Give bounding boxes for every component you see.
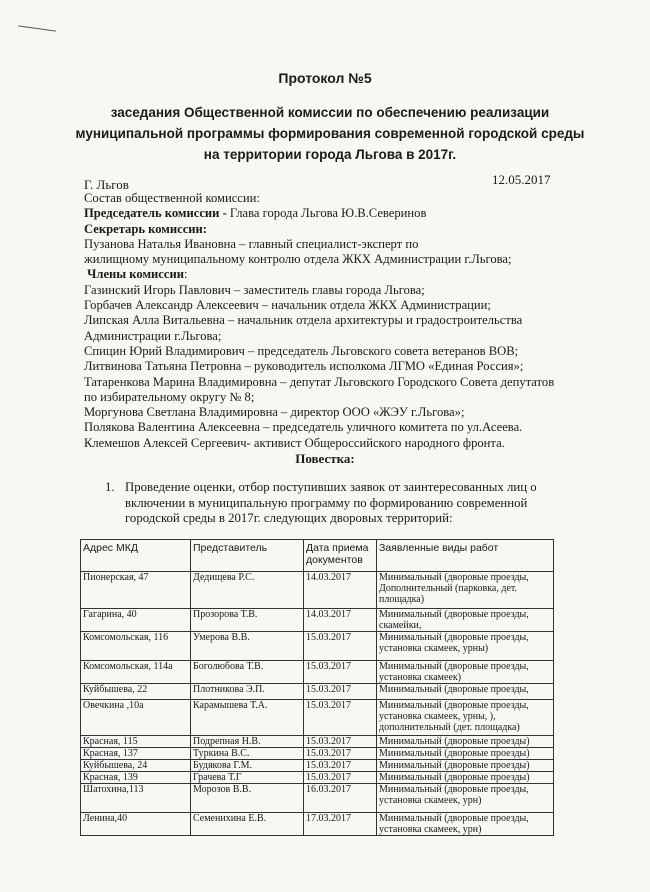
representative-cell: Будякова Г.М. [191,760,304,772]
agenda-title: Повестка: [295,451,355,466]
works-line: установка скамеек, урны) [379,643,489,654]
date-cell: 14.03.2017 [304,609,377,632]
works-cell [377,632,554,661]
date-cell: 14.03.2017 [304,572,377,609]
table-row [81,661,554,684]
works-line: установка скамеек, урн) [379,795,482,806]
header-works: Заявленные виды работ [377,540,554,572]
works-cell [377,748,554,760]
table-row [81,736,554,748]
representative-cell: Прозорова Т.В. [191,609,304,632]
member-line: Газинский Игорь Павлович – заместитель главы города Льгова; [84,282,425,297]
representative-cell: Боголюбова Т.В. [191,661,304,684]
address-cell: Шатохина,113 [81,784,191,813]
member-line: Татаренкова Марина Владимировна – депутат Льговского Городского Совета депутатов [84,374,555,389]
member-line: Спицин Юрий Владимирович – председатель Льговского совета ветеранов ВОВ; [84,343,519,358]
address-cell: Красная, 137 [81,748,191,760]
representative-cell: Подрепная Н.В. [191,736,304,748]
date-cell: 15.03.2017 [304,748,377,760]
agenda-item [105,480,555,527]
address-cell: Комсомольская, 114а [81,661,191,684]
works-line: Минимальный (дворовые проезды) [379,760,530,771]
works-cell [377,661,554,684]
works-line: Минимальный (дворовые проезды) [379,772,530,783]
works-cell [377,684,554,700]
works-line: Минимальный (дворовые проезды) [379,736,530,747]
address-cell: Овечкина ,10а [81,700,191,736]
address-cell: Красная, 115 [81,736,191,748]
protocol-title: Протокол №5 [278,70,372,86]
agenda-line: включении в муниципальную программу по формированию современной [125,495,528,510]
date-cell: 15.03.2017 [304,736,377,748]
representative-cell: Семенихина Е.В. [191,813,304,836]
table-row [81,684,554,700]
member-line: Клемешов Алексей Сергеевич- активист Общероссийского народного фронта. [84,435,505,450]
works-cell [377,572,554,609]
scan-mark [18,25,56,31]
chairman-text: Глава города Льгова Ю.В.Северинов [226,206,427,221]
works-cell [377,609,554,632]
address-cell: Гагарина, 40 [81,609,191,632]
member-line: Литвинова Татьяна Петровна – руководитель исполкома ЛГМО «Единая Россия»; [84,359,524,374]
date-cell: 15.03.2017 [304,760,377,772]
works-line: скамейки, [379,620,422,631]
table-row [81,760,554,772]
works-cell [377,700,554,736]
representative-cell: Дедищева Р.С. [191,572,304,609]
date-cell: 15.03.2017 [304,700,377,736]
city: Г. Льгов [84,177,129,192]
works-line: установка скамеек) [379,672,462,683]
address-cell: Ленина,40 [81,813,191,836]
secretary-line: Пузанова Наталья Ивановна – главный специалист-эксперт по [84,236,419,251]
protocol-subtitle [60,102,600,165]
date-cell: 17.03.2017 [304,813,377,836]
header-date: Дата приема документов [304,540,377,572]
table-row [81,772,554,784]
table-header-row [81,540,554,572]
agenda-item-text [125,480,555,527]
address-cell: Красная, 139 [81,772,191,784]
table-row [81,784,554,813]
table-row [81,632,554,661]
representative-cell: Умерова В.В. [191,632,304,661]
subtitle-line: на территории города Льгова в 2017г. [203,147,457,162]
composition-label: Состав общественной комиссии: [84,191,260,205]
table-row [81,700,554,736]
works-line: Минимальный (дворовые проезды, [379,684,529,695]
works-line: дополнительный (дет. площадка) [379,722,520,733]
representative-cell: Туркина В.С. [191,748,304,760]
works-line: установка скамеек, урны, ), [379,711,496,722]
subtitle-line: муниципальной программы формирования современной городской среды [75,126,585,141]
secretary-label: Секретарь комиссии: [84,221,208,236]
subtitle-line: заседания Общественной комиссии по обеспечению реализации [110,105,550,120]
date-cell: 15.03.2017 [304,632,377,661]
date-cell: 15.03.2017 [304,684,377,700]
works-line: Минимальный (дворовые проезды, [379,813,529,824]
members-label-line: Члены комиссии: [87,267,188,282]
works-line: Минимальный (дворовые проезды) [379,748,530,759]
member-line: Моргунова Светлана Владимировна – директор ООО «ЖЭУ г.Льгова»; [84,405,465,420]
table-body [81,572,554,836]
works-line: Минимальный (дворовые проезды, [379,632,529,643]
table-row [81,572,554,609]
representative-cell: Морозов В.В. [191,784,304,813]
date: 12.05.2017 [492,172,551,187]
works-line: площадка) [379,594,425,605]
member-line: Администрации г.Льгова; [84,328,222,343]
member-line: по избирательному округу № 8; [84,389,255,404]
works-line: Минимальный (дворовые проезды, [379,700,529,711]
chairman-label: Председатель комиссии - [84,206,227,221]
member-line: Горбачев Александр Алексеевич – начальник отдела ЖКХ Администрации; [84,298,491,313]
applications-table [80,539,554,836]
agenda-item-number: 1. [105,480,115,494]
works-line: установка скамеек, урн) [379,824,482,835]
table-row [81,813,554,836]
date-cell: 16.03.2017 [304,784,377,813]
works-cell [377,736,554,748]
table-row [81,609,554,632]
representative-cell: Карамышева Т.А. [191,700,304,736]
member-line: Липская Алла Витальевна – начальник отдела архитектуры и градостроительства [84,313,523,328]
header-address: Адрес МКД [81,540,191,572]
table-row [81,748,554,760]
representative-cell: Плотникова Э.П. [191,684,304,700]
works-line: Дополнительный (парковка, дет. [379,583,517,594]
date-cell: 15.03.2017 [304,772,377,784]
commission-composition [84,191,584,451]
address-cell: Куйбышева, 22 [81,684,191,700]
works-line: Минимальный (дворовые проезды, [379,609,529,620]
agenda-line: Проведение оценки, отбор поступивших заявок от заинтересованных лиц о [125,480,537,494]
works-cell [377,772,554,784]
member-line: Полякова Валентина Алексеевна – председатель уличного комитета по ул.Асеева. [84,420,523,435]
works-cell [377,784,554,813]
members-label: Члены комиссии [87,267,184,282]
address-cell: Куйбышева, 24 [81,760,191,772]
date-cell: 15.03.2017 [304,661,377,684]
address-cell: Комсомольская, 116 [81,632,191,661]
works-cell [377,813,554,836]
agenda-line: городской среды в 2017г. следующих дворовых территорий: [125,511,453,525]
header-representative: Представитель [191,540,304,572]
address-cell: Пионерская, 47 [81,572,191,609]
secretary-line: жилищному муниципальному контролю отдела ЖКХ Администрации г.Льгова; [84,252,512,267]
works-cell [377,760,554,772]
representative-cell: Грачева Т.Г [191,772,304,784]
works-line: Минимальный (дворовые проезды, [379,784,529,795]
works-line: Минимальный (дворовые проезды, [379,572,529,583]
works-line: Минимальный (дворовые проезды, [379,661,529,672]
chairman-line [84,206,584,221]
